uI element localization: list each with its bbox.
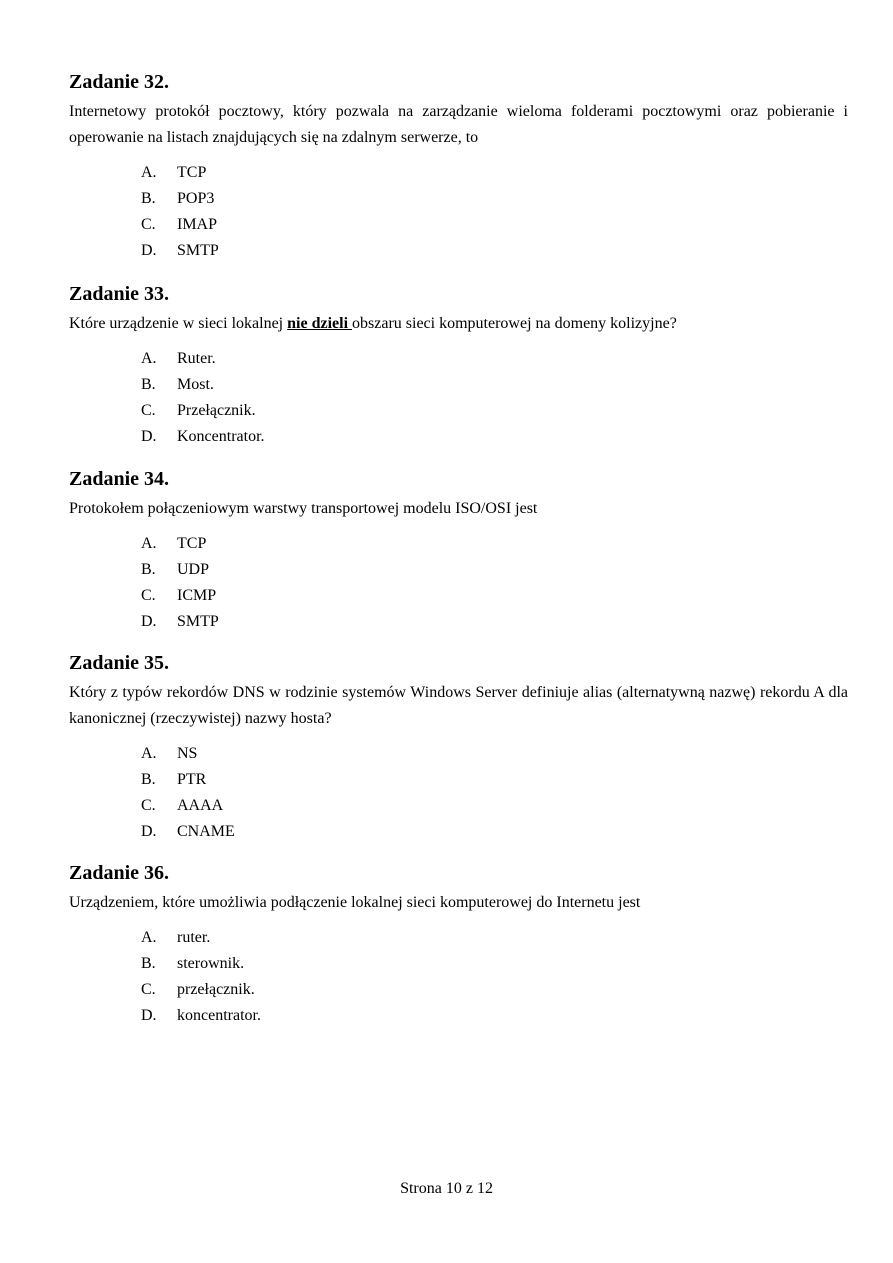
option-letter: B. [141,771,156,788]
option-text: CNAME [177,823,235,840]
option-letter: C. [141,587,156,604]
task-title: Zadanie 34. [69,468,170,490]
task-question: Internetowy protokół pocztowy, który pozwala na zarządzanie wieloma folderami pocztowymi oraz pobieranie i operowanie na listach znajdujących się na zdalnym serwerze, to [69,103,848,146]
option-text: Ruter. [177,350,216,367]
option-d [69,609,848,635]
option-a [69,346,848,372]
task-32 [69,70,848,264]
option-text: sterownik. [177,955,245,972]
option-letter: A. [141,745,157,762]
option-d [69,424,848,450]
option-letter: D. [141,1007,157,1024]
task-title: Zadanie 32. [69,71,170,93]
option-a [69,741,848,767]
option-d [69,1003,848,1029]
task-34 [69,467,848,635]
task-35 [69,651,848,845]
option-letter: B. [141,190,156,207]
question-emphasis: nie dzieli [287,315,353,332]
option-letter: A. [141,164,157,181]
option-text: SMTP [177,613,219,630]
option-text: UDP [177,561,210,578]
option-b [69,767,848,793]
task-question: Protokołem połączeniowym warstwy transportowej modelu ISO/OSI jest [69,500,538,517]
option-letter: B. [141,561,156,578]
option-a [69,160,848,186]
option-b [69,186,848,212]
option-text: TCP [177,535,207,552]
option-text: IMAP [177,216,218,233]
option-letter: D. [141,242,157,259]
option-text: TCP [177,164,207,181]
option-text: Most. [177,376,214,393]
answer-options [69,160,848,264]
option-text: PTR [177,771,207,788]
option-letter: A. [141,350,157,367]
question-text-after: obszaru sieci komputerowej na domeny kolizyjne? [352,315,677,332]
option-letter: A. [141,929,157,946]
option-letter: B. [141,376,156,393]
option-c [69,583,848,609]
option-text: przełącznik. [177,981,255,998]
option-text: POP3 [177,190,215,207]
task-question [69,311,848,337]
option-c [69,212,848,238]
option-letter: D. [141,613,157,630]
option-letter: D. [141,823,157,840]
option-c [69,398,848,424]
option-letter: C. [141,216,156,233]
option-text: ruter. [177,929,211,946]
task-question: Który z typów rekordów DNS w rodzinie systemów Windows Server definiuje alias (alternatywną nazwę) rekordu A dla kanonicznej (rzeczywistej) nazwy hosta? [69,684,848,727]
option-a [69,531,848,557]
option-c [69,793,848,819]
option-a [69,925,848,951]
option-letter: C. [141,797,156,814]
option-b [69,951,848,977]
option-text: Przełącznik. [177,402,256,419]
task-question: Urządzeniem, które umożliwia podłączenie lokalnej sieci komputerowej do Internetu jest [69,894,641,911]
task-33 [69,282,848,450]
task-title: Zadanie 36. [69,862,170,884]
option-b [69,557,848,583]
option-d [69,819,848,845]
answer-options [69,346,848,450]
option-text: NS [177,745,198,762]
answer-options [69,925,848,1029]
option-text: koncentrator. [177,1007,261,1024]
option-letter: C. [141,981,156,998]
option-text: SMTP [177,242,219,259]
option-text: ICMP [177,587,217,604]
question-text-before: Które urządzenie w sieci lokalnej [69,315,288,332]
option-letter: D. [141,428,157,445]
option-b [69,372,848,398]
option-text: Koncentrator. [177,428,265,445]
option-d [69,238,848,264]
task-title: Zadanie 35. [69,652,170,674]
option-c [69,977,848,1003]
option-letter: A. [141,535,157,552]
option-text: AAAA [177,797,224,814]
option-letter: B. [141,955,156,972]
answer-options [69,531,848,635]
task-36 [69,861,848,1029]
option-letter: C. [141,402,156,419]
task-title: Zadanie 33. [69,283,170,305]
answer-options [69,741,848,845]
page-number: Strona 10 z 12 [400,1180,493,1197]
